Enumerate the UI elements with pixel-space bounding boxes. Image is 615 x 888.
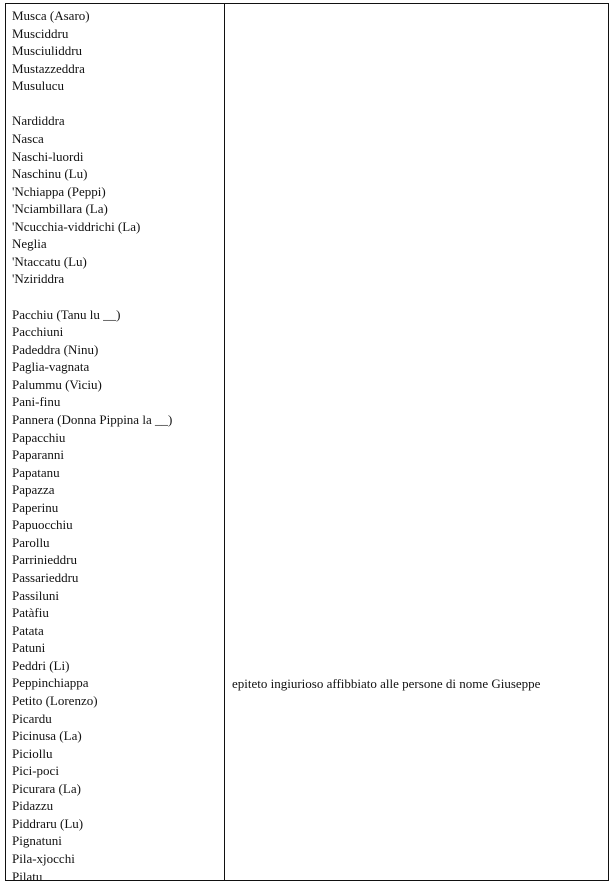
name-entry: Pidazzu (12, 798, 54, 814)
name-entry: Patàfiu (12, 605, 49, 621)
name-entry: 'Nciambillara (La) (12, 201, 108, 217)
name-entry: Patuni (12, 640, 46, 656)
name-entry: Nardiddra (12, 113, 65, 129)
name-entry: Pani-finu (12, 394, 61, 410)
name-entry: Nasca (12, 130, 44, 146)
name-entry: Pacchiuni (12, 324, 64, 340)
name-entry: 'Ntaccatu (Lu) (12, 253, 87, 269)
glossary-table (5, 3, 609, 884)
name-entry: Naschi-luordi (12, 148, 84, 164)
name-entry: Padeddra (Ninu) (12, 341, 99, 357)
name-entry: 'Ncucchia-viddrichi (La) (12, 218, 141, 234)
name-entry: 'Nziriddra (12, 271, 65, 287)
name-entry: 'Nchiappa (Peppi) (12, 183, 106, 199)
name-entry: Papacchiu (12, 429, 66, 445)
name-entry: Musulucu (12, 78, 64, 94)
name-entry: Picurara (La) (12, 780, 81, 796)
name-entry: Pignatuni (12, 833, 62, 849)
name-entry: Naschinu (Lu) (12, 166, 88, 182)
name-entry: Paglia-vagnata (12, 359, 90, 375)
name-entry: Pila-xjocchi (12, 851, 75, 866)
name-entry: Paparanni (12, 447, 64, 463)
name-entry: Pacchiu (Tanu lu __) (12, 306, 121, 322)
name-entry: Papazza (12, 482, 55, 498)
definition-text: epiteto ingiurioso affibbiato alle persone di nome Giuseppe (232, 675, 541, 691)
name-entry: Pilatu (12, 868, 43, 884)
name-entry: Parrinieddru (12, 552, 77, 568)
name-entry: Neglia (12, 236, 47, 252)
name-entry: Picardu (12, 710, 52, 726)
name-entry: Piciollu (12, 745, 53, 761)
name-entry: Papuocchiu (12, 517, 73, 533)
name-entry: Pannera (Donna Pippina la __) (12, 411, 173, 427)
name-entry: Petito (Lorenzo) (12, 692, 98, 708)
group-spacer (12, 95, 222, 113)
name-entry: Passiluni (12, 587, 59, 603)
name-entry: Piddraru (Lu) (12, 815, 84, 831)
name-entry: Passarieddru (12, 570, 79, 585)
name-entry: Peppinchiappa (12, 675, 89, 691)
name-entry: Musciddru (12, 25, 69, 41)
group-spacer (12, 288, 222, 306)
name-entry: Picinusa (La) (12, 728, 82, 744)
name-entry: Musca (Asaro) (12, 8, 90, 23)
name-entry: Parollu (12, 534, 50, 550)
name-entry: Peddri (Li) (12, 657, 70, 673)
column-divider (224, 4, 225, 880)
names-column (12, 7, 222, 885)
name-entry: Mustazzeddra (12, 60, 85, 76)
name-entry: Patata (12, 622, 44, 638)
name-entry: Pici-poci (12, 763, 59, 779)
name-entry: Paperinu (12, 499, 59, 515)
name-entry: Palummu (Viciu) (12, 376, 102, 392)
name-entry: Musciuliddru (12, 43, 83, 59)
name-entry: Papatanu (12, 464, 60, 480)
